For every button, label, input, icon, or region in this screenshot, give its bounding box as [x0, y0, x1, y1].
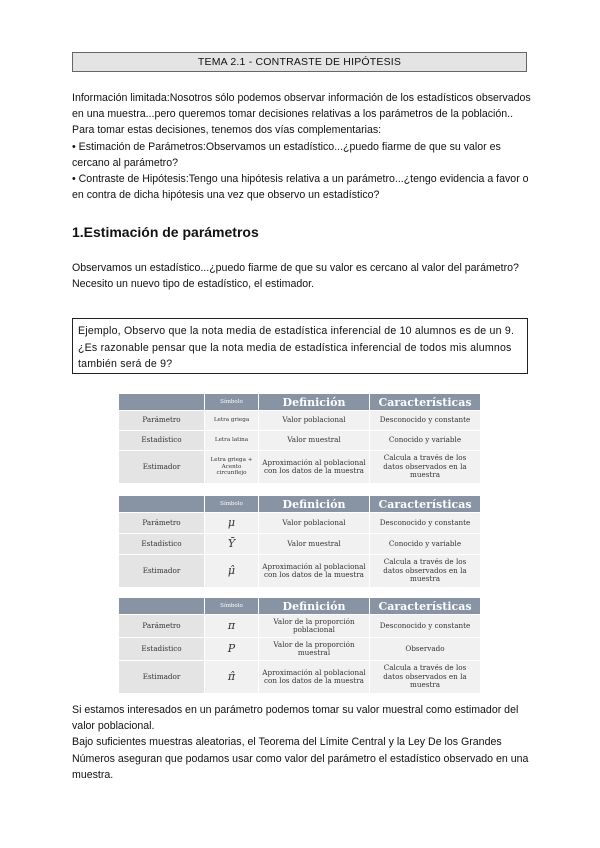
- row-symbol: Ȳ: [205, 534, 259, 555]
- row-characteristics: Conocido y variable: [370, 534, 481, 555]
- example-box: Ejemplo, Observo que la nota media de estadística inferencial de 10 alumnos es de un 9. ¿Es razonable pensar que la nota media de estadística inferencial de todos mis alumnos también será de 9?: [72, 318, 528, 374]
- row-definition: Valor de la proporción poblacional: [259, 615, 370, 638]
- table-header-row: [119, 394, 481, 411]
- row-definition: Valor muestral: [259, 431, 370, 451]
- estimation-table-mean: [118, 495, 481, 588]
- row-characteristics: Observado: [370, 638, 481, 661]
- closing-paragraph: Bajo suficientes muestras aleatorias, el Teorema del Límite Central y la Ley De los Grandes Números aseguran que podamos usar como valor del parámetro el estadístico observado en una muestra.: [72, 736, 529, 781]
- table-row: [119, 615, 481, 638]
- intro-paragraph: Para tomar estas decisiones, tenemos dos vías complementarias:: [72, 124, 382, 137]
- row-name: Estadístico: [119, 534, 205, 555]
- table-header-row: [119, 496, 481, 513]
- row-symbol: Letra griega: [205, 411, 259, 431]
- header-cell: Características: [370, 394, 481, 411]
- section-text: [72, 260, 532, 292]
- header-cell: Características: [370, 496, 481, 513]
- row-definition: Valor muestral: [259, 534, 370, 555]
- row-symbol: P: [205, 638, 259, 661]
- header-cell: Símbolo: [205, 598, 259, 615]
- row-characteristics: Calcula a través de los datos observados en la muestra: [370, 661, 481, 694]
- row-definition: Valor poblacional: [259, 411, 370, 431]
- header-cell: Definición: [259, 598, 370, 615]
- table-row: [119, 638, 481, 661]
- row-name: Parámetro: [119, 615, 205, 638]
- row-name: Estimador: [119, 661, 205, 694]
- table-row: [119, 411, 481, 431]
- row-definition: Aproximación al poblacional con los datos de la muestra: [259, 451, 370, 484]
- row-characteristics: Desconocido y constante: [370, 411, 481, 431]
- table-row: [119, 513, 481, 534]
- section-paragraph: Observamos un estadístico...¿puedo fiarme de que su valor es cercano al valor del parámetro?: [72, 262, 519, 274]
- row-name: Estimador: [119, 451, 205, 484]
- header-cell: [119, 598, 205, 615]
- row-symbol: μ: [205, 513, 259, 534]
- row-symbol: Letra griega + Acento circunflejo: [205, 451, 259, 484]
- section-paragraph: Necesito un nuevo tipo de estadístico, el estimador.: [72, 278, 315, 291]
- intro-paragraph: Información limitada:Nosotros sólo podemos observar información de los estadísticos observados en una muestra...pero queremos tomar decisiones relativas a los parámetros de la población..: [72, 92, 531, 121]
- row-name: Parámetro: [119, 411, 205, 431]
- table-header-row: [119, 598, 481, 615]
- table-row: [119, 451, 481, 484]
- row-characteristics: Desconocido y constante: [370, 615, 481, 638]
- row-characteristics: Calcula a través de los datos observados en la muestra: [370, 451, 481, 484]
- section-heading: 1.Estimación de parámetros: [72, 224, 259, 240]
- row-symbol: μ̂: [205, 555, 259, 588]
- row-definition: Aproximación al poblacional con los datos de la muestra: [259, 555, 370, 588]
- header-cell: [119, 394, 205, 411]
- row-characteristics: Calcula a través de los datos observados en la muestra: [370, 555, 481, 588]
- page-title: TEMA 2.1 - CONTRASTE DE HIPÓTESIS: [72, 52, 527, 72]
- row-name: Estadístico: [119, 431, 205, 451]
- intro-block: [72, 90, 532, 203]
- header-cell: Símbolo: [205, 496, 259, 513]
- closing-paragraph: Si estamos interesados en un parámetro podemos tomar su valor muestral como estimador del valor poblacional.: [72, 704, 519, 733]
- row-characteristics: Conocido y variable: [370, 431, 481, 451]
- header-cell: Definición: [259, 496, 370, 513]
- intro-bullet: • Estimación de Parámetros:Observamos un estadístico...¿puedo fiarme de que su valor es cercano al parámetro?: [72, 140, 501, 169]
- header-cell: Características: [370, 598, 481, 615]
- table-row: [119, 431, 481, 451]
- row-definition: Valor poblacional: [259, 513, 370, 534]
- table-row: [119, 661, 481, 694]
- row-name: Estadístico: [119, 638, 205, 661]
- row-name: Parámetro: [119, 513, 205, 534]
- closing-block: [72, 702, 534, 783]
- header-cell: [119, 496, 205, 513]
- estimation-table-proportion: [118, 597, 481, 694]
- row-characteristics: Desconocido y constante: [370, 513, 481, 534]
- table-row: [119, 555, 481, 588]
- row-symbol: π̂: [205, 661, 259, 694]
- row-name: Estimador: [119, 555, 205, 588]
- row-definition: Aproximación al poblacional con los datos de la muestra: [259, 661, 370, 694]
- intro-bullet: • Contraste de Hipótesis:Tengo una hipótesis relativa a un parámetro...¿tengo evidencia a favor o en contra de dicha hipótesis una vez que observo un estadístico?: [72, 173, 529, 202]
- header-cell: Símbolo: [205, 394, 259, 411]
- table-row: [119, 534, 481, 555]
- row-definition: Valor de la proporción muestral: [259, 638, 370, 661]
- row-symbol: π: [205, 615, 259, 638]
- header-cell: Definición: [259, 394, 370, 411]
- row-symbol: Letra latina: [205, 431, 259, 451]
- estimation-table-general: [118, 393, 481, 484]
